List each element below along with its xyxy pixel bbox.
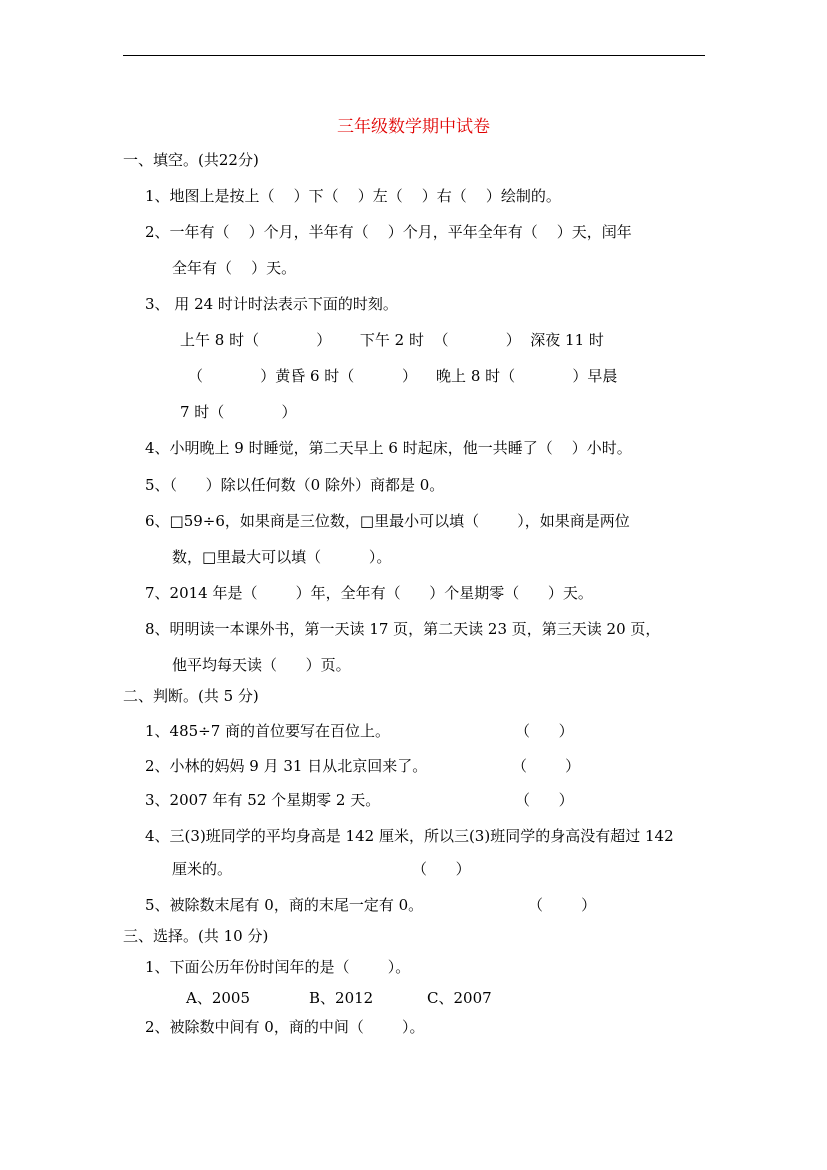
- s3-question-1: 1、下面公历年份时闰年的是（ ）。: [145, 958, 411, 976]
- header-rule: [123, 55, 705, 56]
- page-title: 三年级数学期中试卷: [337, 117, 490, 137]
- s2-question-1: 1、485÷7 商的首位要写在百位上。: [145, 722, 391, 740]
- s1-question-6-line2: 数，□里最大可以填（ ）。: [172, 548, 392, 566]
- section1-heading: 一、填空。(共22分): [123, 151, 259, 169]
- s1-question-8-line1: 8、明明读一本课外书，第一天读 17 页，第二天读 23 页，第三天读 20 页，: [145, 620, 661, 638]
- s2-question-3: 3、2007 年有 52 个星期零 2 天。: [145, 791, 381, 809]
- s3-option-c: C、2007: [427, 989, 492, 1007]
- s1-question-6-line1: 6、□59÷6，如果商是三位数，□里最小可以填（ ），如果商是两位: [145, 512, 630, 530]
- s1-question-4: 4、小明晚上 9 时睡觉，第二天早上 6 时起床，他一共睡了（ ）小时。: [145, 439, 632, 457]
- s1-question-3-line1: 3、 用 24 时计时法表示下面的时刻。: [145, 295, 398, 313]
- s1-question-3-line2: 上午 8 时（ ） 下午 2 时 （ ） 深夜 11 时: [180, 331, 604, 349]
- s2-question-5: 5、被除数末尾有 0，商的末尾一定有 0。: [145, 896, 424, 914]
- s1-question-2-line1: 2、一年有（ ）个月，半年有（ ）个月，平年全年有（ ）天，闰年: [145, 223, 632, 241]
- s1-question-8-line2: 他平均每天读（ ）页。: [172, 656, 351, 674]
- s3-option-b: B、2012: [309, 989, 374, 1007]
- s1-question-5: 5、（ ）除以任何数（0 除外）商都是 0。: [145, 476, 445, 494]
- s1-question-1: 1、地图上是按上（ ）下（ ）左（ ）右（ ）绘制的。: [145, 187, 561, 205]
- s2-answer-paren-2: （ ）: [512, 757, 581, 775]
- s1-question-3-line3: （ ）黄昏 6 时（ ） 晚上 8 时（ ）早晨: [188, 367, 618, 385]
- s1-question-2-line2: 全年有（ ）天。: [172, 259, 297, 277]
- s1-question-3-line4: 7 时（ ）: [180, 403, 297, 421]
- s2-answer-paren-3: （ ）: [515, 791, 574, 809]
- s2-question-2: 2、小林的妈妈 9 月 31 日从北京回来了。: [145, 757, 428, 775]
- section3-heading: 三、选择。(共 10 分): [123, 927, 269, 945]
- s2-answer-paren-1: （ ）: [515, 722, 574, 740]
- section2-heading: 二、判断。(共 5 分): [123, 687, 259, 705]
- s2-answer-paren-4: （ ）: [412, 860, 471, 878]
- s2-answer-paren-5: （ ）: [528, 896, 597, 914]
- s2-question-4-line2: 厘米的。: [172, 860, 233, 878]
- s1-question-7: 7、2014 年是（ ）年，全年有（ ）个星期零（ ）天。: [145, 584, 593, 602]
- s3-question-2: 2、被除数中间有 0，商的中间（ ）。: [145, 1018, 425, 1036]
- s2-question-4-line1: 4、三(3)班同学的平均身高是 142 厘米，所以三(3)班同学的身高没有超过 142: [145, 827, 674, 845]
- s3-option-a: A、2005: [186, 989, 251, 1007]
